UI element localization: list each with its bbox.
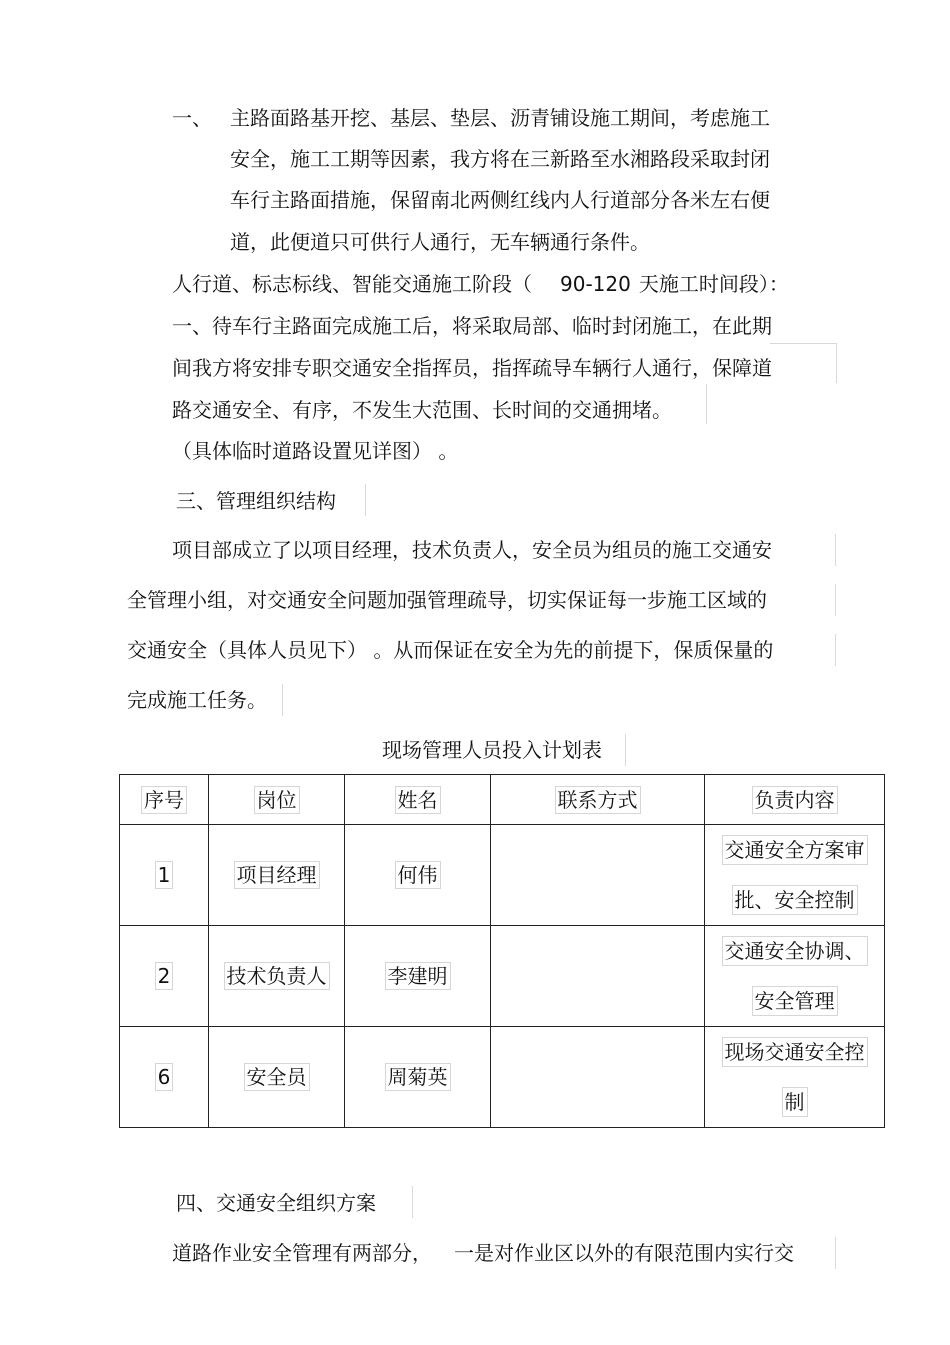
section4-title: 四、交通安全组织方案	[176, 1191, 376, 1215]
table-title: 现场管理人员投入计划表	[382, 738, 602, 762]
header-duty: 负责内容	[752, 786, 838, 814]
cell-contact	[491, 1027, 705, 1128]
item1-line-1: 主路面路基开挖、基层、垫层、沥青铺设施工期间，考虑施工	[230, 106, 770, 130]
row-no: 1	[155, 861, 174, 889]
row-post: 技术负责人	[224, 962, 330, 990]
cell-no	[120, 1027, 209, 1128]
phase-suffix: 天施工时间段）：	[638, 272, 789, 296]
cell-post	[209, 926, 345, 1027]
header-no: 序号	[141, 786, 187, 814]
item1-line-2: 安全，施工工期等因素，我方将在三新路至水湘路段采取封闭	[230, 147, 770, 171]
phase-prefix: 人行道、标志标线、智能交通施工阶段（	[172, 272, 532, 296]
cell-no	[120, 825, 209, 926]
row-no: 2	[155, 962, 174, 990]
cell-duty	[705, 825, 885, 926]
header-cell	[120, 775, 209, 825]
header-post: 岗位	[254, 786, 300, 814]
margin-rule	[835, 534, 836, 566]
section3-line-1: 项目部成立了以项目经理，技术负责人，安全员为组员的施工交通安	[172, 538, 772, 562]
margin-rule	[365, 484, 366, 516]
section4-part2: 一是对作业区以外的有限范围内实行交	[454, 1241, 794, 1265]
row-name: 周菊英	[385, 1063, 451, 1091]
section3-line-4: 完成施工任务。	[127, 688, 267, 712]
header-cell	[705, 775, 885, 825]
staff-plan-table	[119, 774, 885, 1128]
phase-line	[172, 270, 789, 298]
header-cell	[209, 775, 345, 825]
cell-name	[345, 1027, 491, 1128]
row-post: 项目经理	[234, 861, 320, 889]
section4-part1: 道路作业安全管理有两部分，	[172, 1241, 432, 1265]
margin-rule	[412, 1186, 413, 1218]
cell-post	[209, 1027, 345, 1128]
duty-line-2: 批、安全控制	[732, 885, 858, 915]
duty-line-1: 现场交通安全控	[722, 1037, 868, 1067]
duty-line-2: 制	[782, 1087, 808, 1117]
section4-line	[172, 1239, 794, 1267]
row-post: 安全员	[244, 1063, 310, 1091]
item2-line-3: 路交通安全、有序，不发生大范围、长时间的交通拥堵。	[172, 398, 672, 422]
cell-name	[345, 825, 491, 926]
item1-line-3: 车行主路面措施，保留南北两侧红线内人行道部分各米左右便	[230, 188, 770, 212]
section3-line-3: 交通安全（具体人员见下） 。从而保证在安全为先的前提下，保质保量的	[127, 638, 774, 662]
header-cell	[345, 775, 491, 825]
table-row	[120, 1027, 885, 1128]
item1-marker: 一、	[172, 106, 212, 130]
margin-rule	[836, 343, 837, 383]
row-name: 李建明	[385, 962, 451, 990]
duty-line-1: 交通安全协调、	[722, 936, 868, 966]
phase-days: 90-120	[560, 272, 631, 296]
margin-rule	[282, 684, 283, 716]
row-name: 何伟	[395, 861, 441, 889]
margin-rule	[770, 343, 836, 344]
margin-rule	[835, 634, 836, 666]
cell-post	[209, 825, 345, 926]
cell-contact	[491, 825, 705, 926]
duty-line-1: 交通安全方案审	[722, 835, 868, 865]
margin-rule	[835, 584, 836, 616]
section3-title: 三、管理组织结构	[176, 489, 336, 513]
table-header-row	[120, 775, 885, 825]
item2-line-1: 一、待车行主路面完成施工后，将采取局部、临时封闭施工，在此期	[172, 314, 772, 338]
cell-duty	[705, 926, 885, 1027]
margin-rule	[625, 734, 626, 766]
item1-line-4: 道，此便道只可供行人通行，无车辆通行条件。	[230, 230, 650, 254]
margin-rule	[835, 1237, 836, 1269]
section3-line-2: 全管理小组，对交通安全问题加强管理疏导，切实保证每一步施工区域的	[127, 588, 767, 612]
table-row	[120, 825, 885, 926]
cell-name	[345, 926, 491, 1027]
duty-line-2: 安全管理	[752, 986, 838, 1016]
header-cell	[491, 775, 705, 825]
margin-rule	[706, 384, 707, 424]
header-name: 姓名	[395, 786, 441, 814]
cell-duty	[705, 1027, 885, 1128]
cell-contact	[491, 926, 705, 1027]
header-contact: 联系方式	[555, 786, 641, 814]
cell-no	[120, 926, 209, 1027]
row-no: 6	[155, 1063, 174, 1091]
item2-line-4: （具体临时道路设置见详图） 。	[172, 439, 459, 463]
table-row	[120, 926, 885, 1027]
item2-line-2: 间我方将安排专职交通安全指挥员，指挥疏导车辆行人通行，保障道	[172, 356, 772, 380]
